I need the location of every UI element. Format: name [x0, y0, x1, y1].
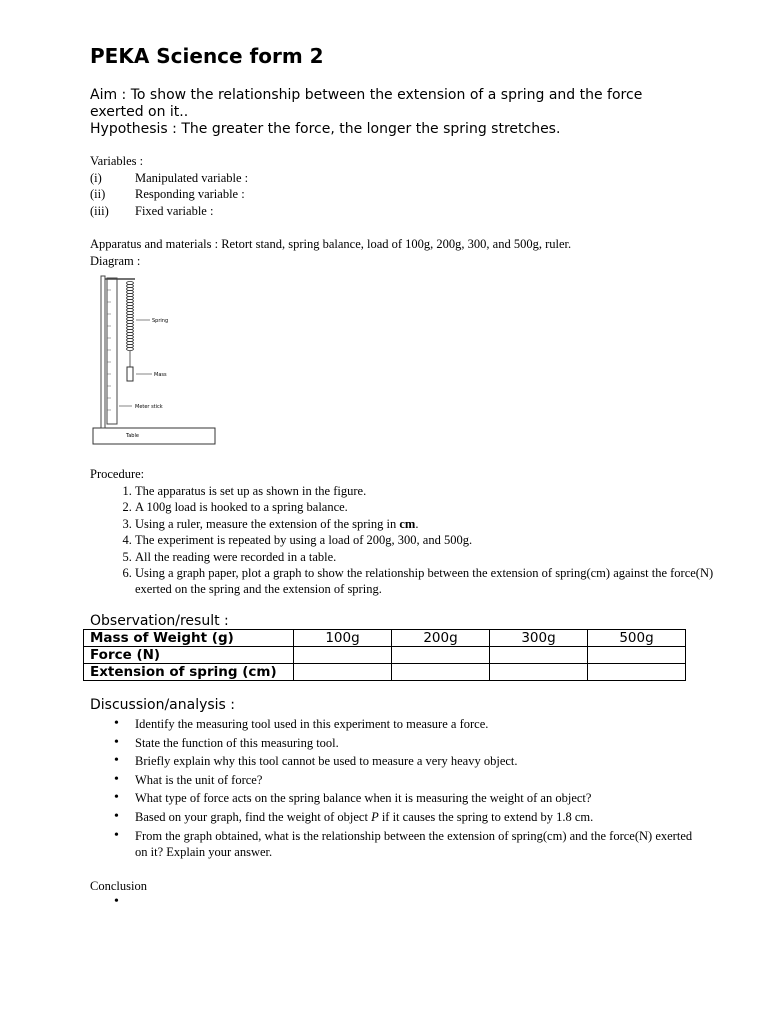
table-cell[interactable] — [588, 664, 686, 681]
discussion-item: • What type of force acts on the spring balance when it is measuring the weight of an object? — [135, 790, 695, 806]
row-header: Extension of spring (cm) — [84, 664, 294, 681]
procedure-heading: Procedure: — [90, 467, 145, 481]
table-cell: 100g — [294, 630, 392, 647]
procedure-list — [90, 483, 715, 598]
spring-label: Spring — [152, 318, 169, 324]
discussion-item: • Briefly explain why this tool cannot be used to measure a very heavy object. — [135, 753, 695, 769]
variable-number: (i) — [90, 171, 102, 185]
table-row — [84, 647, 686, 664]
row-header: Force (N) — [84, 647, 294, 664]
discussion-item: • Identify the measuring tool used in this experiment to measure a force. — [135, 716, 695, 732]
conclusion-heading: Conclusion — [90, 879, 147, 893]
procedure-step: 1. The apparatus is set up as shown in the figure. — [135, 483, 715, 499]
table-cell[interactable] — [392, 647, 490, 664]
meter-stick — [107, 278, 117, 424]
table-cell: 200g — [392, 630, 490, 647]
meter-stick-label: Meter stick — [135, 404, 163, 410]
table-label: Table — [126, 433, 139, 439]
observation-heading: Observation/result : — [90, 613, 229, 629]
discussion-item: • State the function of this measuring tool. — [135, 735, 695, 751]
conclusion-bullet: • — [114, 894, 119, 909]
row-header: Mass of Weight (g) — [84, 630, 294, 647]
apparatus-text: Apparatus and materials : Retort stand, spring balance, load of 100g, 200g, 300, and 500g, ruler. — [90, 237, 572, 251]
variable-number: (ii) — [90, 187, 106, 201]
procedure-step: 4. The experiment is repeated by using a load of 200g, 300, and 500g. — [135, 532, 715, 548]
mass-shape — [127, 367, 133, 381]
variable-label: Manipulated variable : — [135, 171, 249, 185]
variable-row — [90, 186, 245, 202]
table-cell[interactable] — [392, 664, 490, 681]
results-table — [83, 629, 686, 681]
table-cell[interactable] — [490, 647, 588, 664]
hypothesis-text: Hypothesis : The greater the force, the longer the spring stretches. — [90, 121, 561, 137]
table-cell: 300g — [490, 630, 588, 647]
table-row — [84, 664, 686, 681]
diagram-heading: Diagram : — [90, 254, 141, 268]
table-cell[interactable] — [588, 647, 686, 664]
variable-row — [90, 203, 213, 219]
spring-shape — [127, 281, 134, 350]
variable-label: Responding variable : — [135, 187, 245, 201]
procedure-step: 2. A 100g load is hooked to a spring balance. — [135, 499, 715, 515]
apparatus-diagram — [90, 270, 220, 450]
table-shape — [93, 428, 215, 444]
variable-label: Fixed variable : — [135, 204, 214, 218]
variables-heading: Variables : — [90, 154, 144, 168]
procedure-step: 6. Using a graph paper, plot a graph to show the relationship between the extension of spring(cm) against the force(N) exerted on the spring and the extension of spring. — [135, 565, 715, 598]
retort-stand-rod — [101, 276, 105, 428]
discussion-list — [90, 716, 695, 863]
variable-row — [90, 170, 248, 186]
table-cell: 500g — [588, 630, 686, 647]
discussion-item: • Based on your graph, find the weight of object P if it causes the spring to extend by 1.8 cm. — [135, 809, 695, 825]
discussion-heading: Discussion/analysis : — [90, 697, 236, 713]
discussion-item: • What is the unit of force? — [135, 772, 695, 788]
table-cell[interactable] — [294, 664, 392, 681]
aim-text: Aim : To show the relationship between the extension of a spring and the force exerted on it.. — [90, 87, 643, 120]
procedure-step: 3. Using a ruler, measure the extension of the spring in cm. — [135, 516, 715, 532]
mass-label: Mass — [154, 372, 167, 378]
page-title: PEKA Science form 2 — [90, 44, 324, 68]
table-row — [84, 630, 686, 647]
variable-number: (iii) — [90, 204, 109, 218]
procedure-step: 5. All the reading were recorded in a table. — [135, 549, 715, 565]
table-cell[interactable] — [294, 647, 392, 664]
table-cell[interactable] — [490, 664, 588, 681]
discussion-item: • From the graph obtained, what is the relationship between the extension of spring(cm) and the force(N) exerted on it? Explain your answer. — [135, 828, 695, 861]
